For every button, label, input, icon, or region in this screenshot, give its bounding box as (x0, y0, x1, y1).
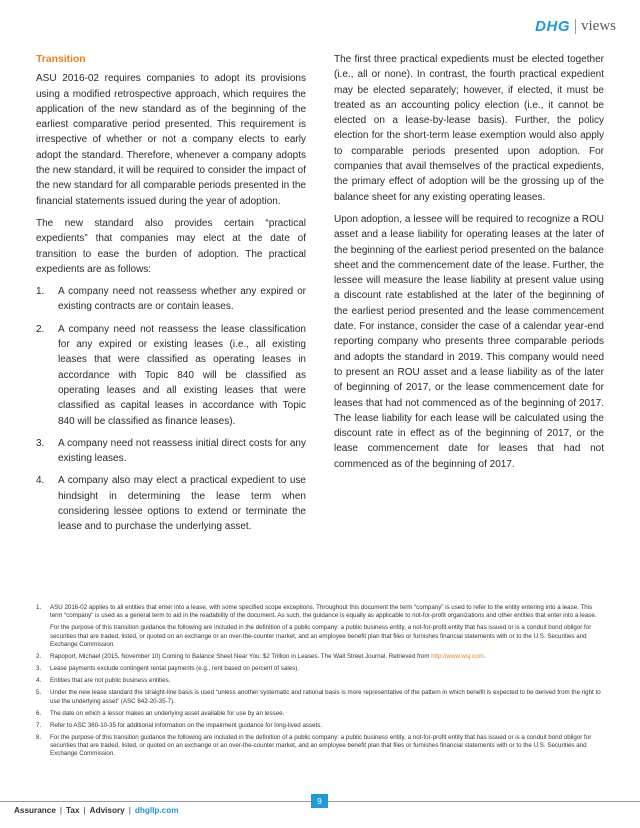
list-item-text: A company need not reassess the lease classification for any expired or existing leases (i.e., all existing leases that were classified as operating leases in accordance with Topic 840 will be classified as operating leases and all existing leases that were classified as capital leases in accordance with Topic 840 will be classified as finance leases). (58, 323, 306, 427)
footnote-text: Lease payments exclude contingent rental payments (e.g., rent based on percent of sales). (50, 665, 300, 673)
list-item-number: 3. (36, 437, 45, 449)
footnote-6 (36, 710, 604, 718)
footnote-number: 1. (36, 604, 42, 611)
footnotes (36, 604, 604, 762)
footnote-3 (36, 665, 604, 673)
footnote-text: The date on which a lessor makes an underlying asset available for use by an lessee. (50, 709, 285, 717)
dhg-logo-mark: DHG (535, 18, 570, 35)
footer-separator: | (128, 806, 131, 815)
footnote-number: 5. (36, 689, 42, 697)
footnote-text: Refer to ASC 360-10-35 for additional information on the impairment guidance for long-lived assets. (50, 721, 323, 729)
list-item-text: A company need not reassess initial direct costs for any existing leases. (58, 437, 306, 465)
list-item-number: 2. (36, 323, 45, 335)
footer-separator: | (59, 806, 63, 815)
footnote-text: For the purpose of this transition guidance the following are included in the definition of a public company: a public business entity, a not-for-profit entity that has issued or is a conduit bond obligor for securities that are traded, listed, or quoted on an exchange or an over-the-counter market, and an employee benefit plan that files or furnishes financial statements with or to the U.S. Securities and Exchange Commission. (50, 733, 592, 758)
dhg-views-logo (535, 18, 616, 35)
page-number: 9 (311, 794, 328, 808)
footnote-text: Entities that are not public business entities. (50, 677, 171, 685)
list-item (36, 322, 306, 429)
footnote-2-end: . (483, 653, 486, 661)
footnote-5 (36, 689, 604, 706)
views-logo-text: views (581, 18, 616, 34)
footnote-4 (36, 677, 604, 685)
footnote-number: 4. (36, 677, 42, 685)
footnote-number: 2. (36, 653, 42, 661)
footnote-text: ASU 2016-02 applies to all entities that enter into a lease, with some specified scope exceptions. Throughout this document the term “company” is used to refer to the entity entering into a lease. This term “company” is used as a general term to aid in the readability of the document. As such, the guidance is equally as applicable to not-for-profit organizations and other entities that enter into a lease. (50, 604, 597, 620)
list-item-number: 4. (36, 475, 45, 487)
logo-divider (575, 19, 576, 34)
footnote-8 (36, 734, 604, 759)
footnote-1-continued: For the purpose of this transition guidance the following are included in the definition of a public company: a public business entity, a not-for-profit entity that has issued or is a conduit bond obligor for securities that are traded, listed, or quoted on an exchange or an over-the-counter market, and an employee benefit plan that files or furnishes financial statements with or to the U.S. Securities and Exchange Commission. (50, 624, 592, 649)
footnote-number: 8. (36, 733, 42, 741)
footer-separator: | (83, 806, 86, 815)
footnote-number: 7. (36, 721, 42, 729)
list-item (36, 284, 306, 315)
footnote-number: 3. (36, 665, 42, 673)
right-column (334, 52, 604, 479)
transition-paragraph-2: The new standard also provides certain “practical expedients” that companies may elect at the date of transition to ease the burden of adoption. The practical expedients are as follows: (36, 217, 306, 275)
section-title: Transition (36, 54, 86, 65)
footnote-2-text: Rapoport, Michael (2015, November 10) Coming to Balance Sheet Near You: $2 Trillion in Leases. The Wall Street Journal. Retrieved from (50, 653, 432, 661)
footnote-text (50, 653, 604, 661)
footer-tax: Tax (66, 806, 80, 815)
transition-paragraph-1: ASU 2016-02 requires companies to adopt its provisions using a modified retrospective approach, which requires the application of the new standard as of the beginning of the earliest comparative period presented. This requirement is irrespective of whether or not a company elects to early adopt the standard. Therefore, whenever a company adopts the new standard, it will be required to consider the impact of the new standard for all comparable periods presented in the financial statements issued during the year of adoption. (36, 73, 306, 207)
footnote-text: Under the new lease standard the straight-line basis is used “unless another systematic and rational basis is more representative of the pattern in which benefit is expected to be derived from the right to use the underlying asset” (ASC 842-20-35-7). (50, 689, 601, 705)
expedients-paragraph: The first three practical expedients must be elected together (i.e., all or none). In contrast, the fourth practical expedient may be elected separately; however, if elected, it must be treated as an accounting policy election (i.e., it cannot be elected on a lease-by-lease basis). Further, the policy election for the short-term lease exemption would also apply to comparable periods presented upon adoption. For companies that avail themselves of the practical expedients, the primary effect of adoption will be the grossing up of the balance sheet for any existing operating leases. (334, 54, 604, 203)
wsj-link[interactable]: http://www.wsj.com (431, 653, 484, 661)
footnote-number: 6. (36, 709, 42, 717)
list-item-text: A company also may elect a practical expedient to use hindsight in determining the lease term when considering lessee options to extend or terminate the lease and to purchase the underlying asset. (58, 475, 306, 533)
list-item-number: 1. (36, 286, 45, 298)
list-item (36, 436, 306, 467)
footnote-2 (36, 653, 604, 661)
footnote-7 (36, 722, 604, 730)
footer-advisory: Advisory (89, 806, 125, 815)
list-item (36, 473, 306, 534)
practical-expedients-list (36, 284, 306, 534)
footnote-1 (36, 604, 604, 621)
footer-website-link[interactable]: dhgllp.com (134, 806, 179, 815)
footer (14, 806, 179, 815)
footer-assurance: Assurance (14, 806, 56, 815)
left-column (36, 52, 306, 542)
adoption-paragraph: Upon adoption, a lessee will be required to recognize a ROU asset and a lease liability for operating leases at the later of the beginning of the earliest period presented on the balance sheet and the commencement date of the lease. Further, the lessee will measure the lease liability at present value using a discount rate established at the later of the beginning of the earliest period presented and the lease commencement date. For instance, consider the case of a calendar year-end reporting company who presents three comparable periods and adopts the standard in 2019. This company would need to present an ROU asset and a lease liability as of the later of beginning of 2017, or the lease commencement date for leases that had not commenced as of the beginning of 2017. The lease liability for each lease will be calculated using the discount rate in effect as of the beginning of 2017, or the lease commencement date for leases that had not commenced as of the beginning of 2017. (334, 213, 604, 470)
list-item-text: A company need not reassess whether any expired or existing contracts are or contain leases. (58, 286, 306, 313)
